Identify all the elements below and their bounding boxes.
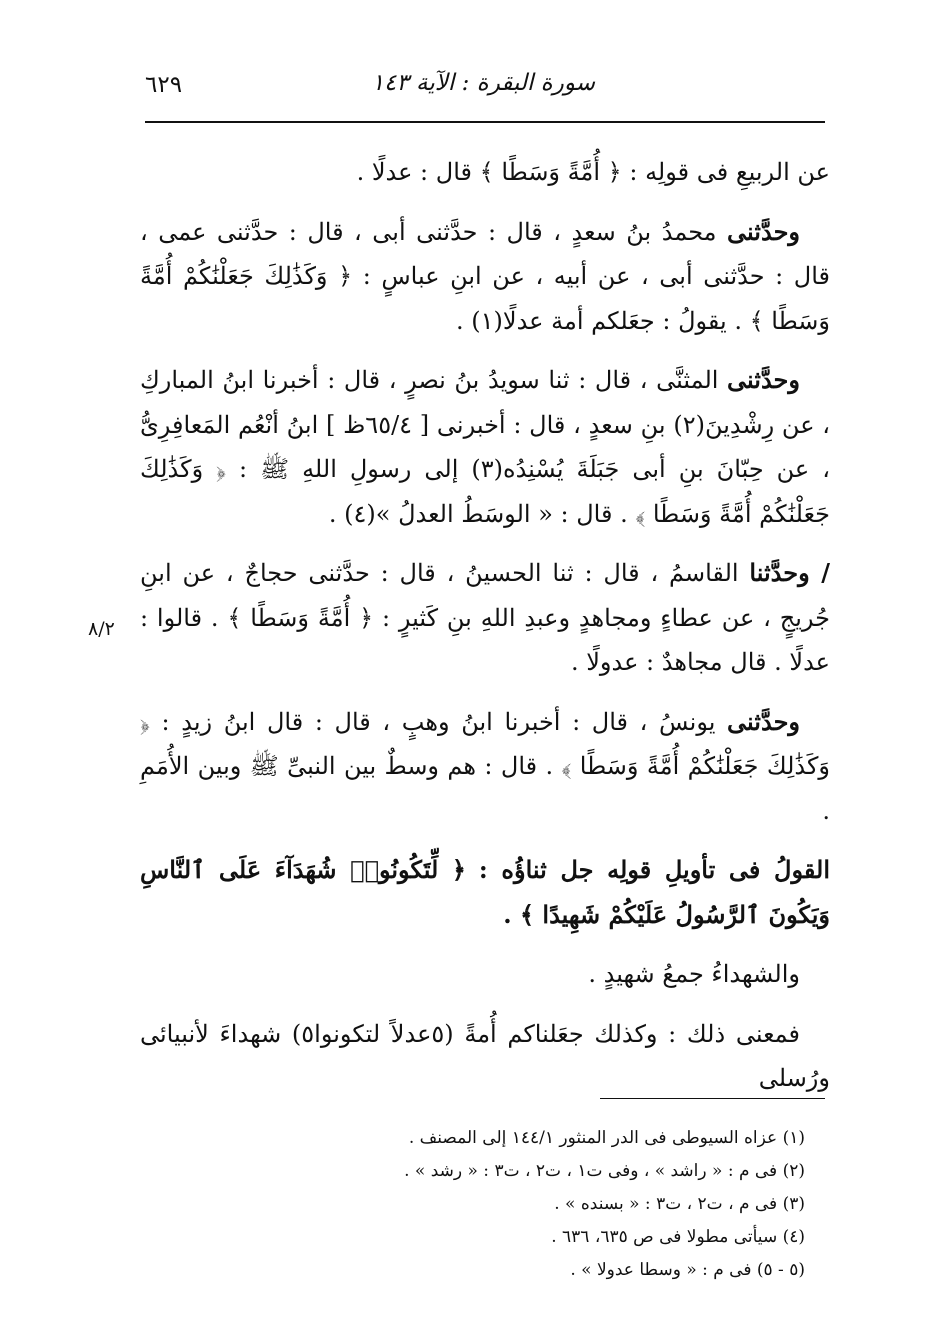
margin-manuscript-reference: ٨/٢ <box>88 618 115 640</box>
paragraph <box>140 358 830 536</box>
running-head <box>145 70 825 114</box>
paragraph <box>140 210 830 344</box>
header-rule <box>145 121 825 123</box>
paragraph-lead: وحدَّثنى <box>727 706 800 736</box>
main-text <box>140 150 830 1116</box>
paragraph-lead: / وحدَّثنا <box>749 558 830 587</box>
section-heading: القولُ فى تأويلِ قولِه جل ثناؤُه : <box>478 855 831 884</box>
paragraph <box>140 952 830 997</box>
quran-verse: ﴿ لِّتَكُونُوا۟ شُهَدَآءَ عَلَى ٱلنَّاسِ وَيَكُونَ ٱلرَّسُولُ عَلَيْكُمْ شَهِيدًا ﴾ . <box>140 855 830 929</box>
footnote: (١) عزاه السيوطى فى الدر المنثور ١٤٤/١ إلى المصنف . <box>408 1128 805 1148</box>
footnote: (٤) سيأتى مطولا فى ص ٦٣٥، ٦٣٦ . <box>551 1227 805 1247</box>
paragraph-text: المثنَّى ، قال : ثنا سويدُ بنُ نصرٍ ، قال : أخبرنا ابنُ المباركِ ، عن رِشْدِينَ(٢) بنِ سعدٍ ، قال : أخبرنى [ ٦٥/٤ظ ] ابنُ أنْعُم المَعافِرِىُّ ، عن حِبّانَ بنِ أبى جَبَلَةَ يُسْنِدُه(٣) إلى رسولِ اللهِ ﷺ : ﴿ وَكَذَٰلِكَ جَعَلْنَٰكُمْ أُمَّةً وَسَطًا ﴾ . قال : « الوسَطُ العدلُ »(٤) . <box>140 366 831 528</box>
footnote: (٢) فى م : « راشد » ، وفى ت١ ، ت٢ ، ت٣ : « رشد » . <box>404 1161 805 1181</box>
footnotes <box>140 1122 830 1287</box>
paragraph-text: والشهداءُ جمعُ شهيدٍ . <box>588 960 800 988</box>
running-title: سورة البقرة : الآية ١٤٣ <box>371 70 595 96</box>
paragraph-text: محمدُ بنُ سعدٍ ، قال : حدَّثنى أبى ، قال : حدَّثنى عمى ، قال : حدَّثنى أبى ، عن أبيه ، عن ابنِ عباسٍ : ﴿ وَكَذَٰلِكَ جَعَلْنَٰكُمْ أُمَّةً وَسَطًا ﴾ . يقولُ : جعَلكم أمة عدلًا(١) . <box>140 217 830 335</box>
footnote: (٣) فى م ، ت٢ ، ت٣ : « بسنده » . <box>554 1194 805 1214</box>
paragraph <box>140 150 830 195</box>
paragraph-text: يونسُ ، قال : أخبرنا ابنُ وهبٍ ، قال : قال ابنُ زيدٍ : ﴿ وَكَذَٰلِكَ جَعَلْنَٰكُمْ أُمَّةً وَسَطًا ﴾ . قال : هم وسطٌ بين النبىِّ ﷺ وبين الأُمَمِ . <box>140 707 830 825</box>
paragraph <box>140 551 830 685</box>
page-number: ٦٢٩ <box>145 72 183 98</box>
paragraph-lead: وحدَّثنى <box>727 216 800 246</box>
footnote-rule <box>600 1098 825 1099</box>
section-heading-paragraph <box>140 848 830 937</box>
paragraph <box>140 1012 830 1101</box>
paragraph <box>140 700 830 834</box>
paragraph-text: فمعنى ذلك : وكذلك جعَلناكم أُمةً (٥عدلاً لتكونوا٥) شهداءَ لأنبيائى ورُسلى <box>140 1019 830 1092</box>
paragraph-lead: وحدَّثنى <box>727 365 800 394</box>
paragraph-text: عن الربيعِ فى قولِه : ﴿ أُمَّةً وَسَطًا ﴾ قال : عدلًا . <box>356 158 830 186</box>
footnote: (٥ - ٥) فى م : « وسطا عدولا » . <box>570 1260 805 1280</box>
paragraph-text: القاسمُ ، قال : ثنا الحسينُ ، قال : حدَّثنى حجاجٌ ، عن ابنِ جُريجٍ ، عن عطاءٍ ومجاهدٍ وعبدِ اللهِ بنِ كَثيرٍ : ﴿ أُمَّةً وَسَطًا ﴾ . قالوا : عدلًا . قال مجاهدٌ : عدولًا . <box>140 559 830 676</box>
